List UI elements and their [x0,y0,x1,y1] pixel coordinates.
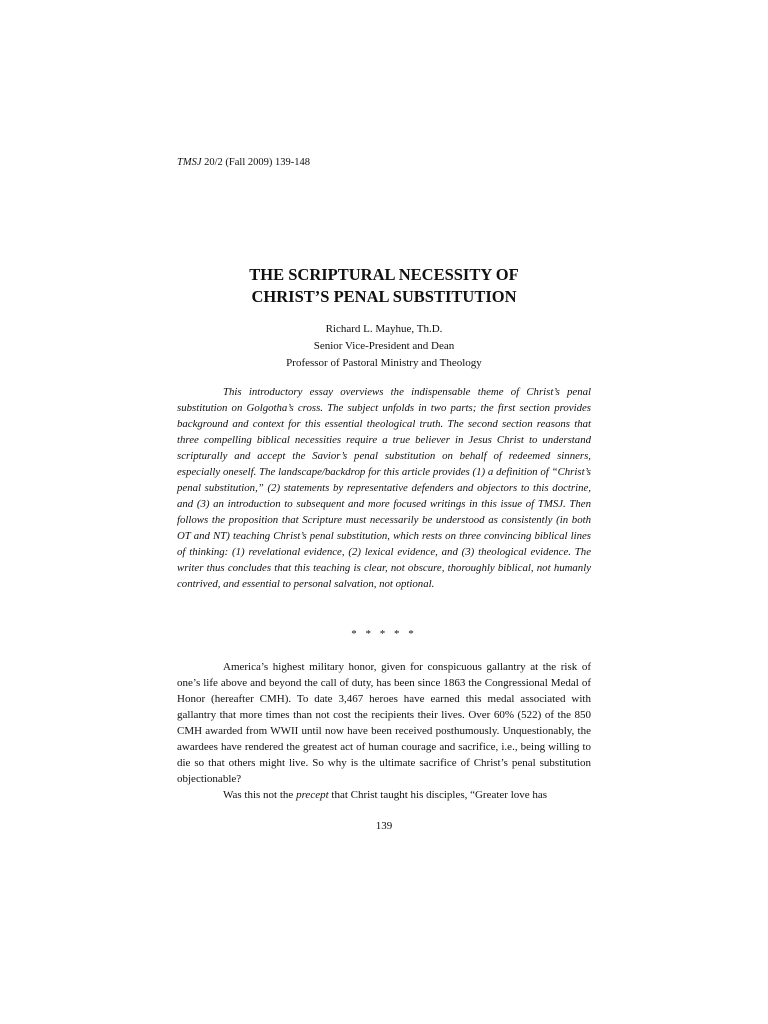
author-role-1: Senior Vice-President and Dean [313,340,455,352]
article-title-line-2: CHRIST’S PENAL SUBSTITUTION [251,287,517,306]
journal-issue-info: 20/2 (Fall 2009) 139-148 [201,157,310,168]
author-name: Richard L. Mayhue, Th.D. [325,323,443,335]
journal-reference [177,157,310,168]
body-paragraph-1: America’s highest military honor, given for conspicuous gallantry at the risk of one’s life above and beyond the call of duty, has been since 1863 the Congressional Medal of Honor (hereafter CMH). To date 3,467 heroes have earned this medal associated with gallantry that more times than not cost the recipients their lives. Over 60% (522) of the 850 CMH awarded from WWII until now have been received posthumously. Unquestionably, the awardees have rendered the greatest act of human courage and sacrifice, i.e., being willing to die so that others might live. So why is the ultimate sacrifice of Christ’s penal substitution objectionable? [177,661,591,785]
section-separator: * * * * * [351,628,417,640]
emphasized-word: precept [296,789,329,801]
body-paragraph-2-start: Was this not the [223,789,297,801]
body-text [177,659,591,803]
page-number: 139 [375,820,393,832]
body-paragraph-2-end: that Christ taught his disciples, “Greater love has [328,789,548,801]
author-role-2: Professor of Pastoral Ministry and Theology [286,357,482,369]
article-title [177,264,591,308]
journal-abbreviation: TMSJ [177,157,202,168]
abstract: This introductory essay overviews the indispensable theme of Christ’s penal substitution on Golgotha’s cross. The subject unfolds in two parts; the first section provides background and context for this essential theological truth. The second section reasons that three compelling biblical necessities require a true believer in Jesus Christ to understand scripturally and accept the Savior’s penal substitution on behalf of redeemed sinners, especially oneself. The landscape/backdrop for this article provides (1) a definition of “Christ’s penal substitution,” (2) statements by representative defenders and objectors to this doctrine, and (3) an introduction to subsequent and more focused writings in this issue of TMSJ. Then follows the proposition that Scripture must necessarily be understood as consistently (in both OT and NT) teaching Christ’s penal substitution, which rests on three convincing biblical lines of thinking: (1) revelational evidence, (2) lexical evidence, and (3) theological evidence. The writer thus concludes that this teaching is clear, not obscure, thoroughly biblical, not humanly contrived, and essential to personal salvation, not optional. [177,386,591,590]
body-paragraph-2 [177,787,591,803]
article-title-line-1: THE SCRIPTURAL NECESSITY OF [249,265,519,284]
author-block [177,321,591,372]
